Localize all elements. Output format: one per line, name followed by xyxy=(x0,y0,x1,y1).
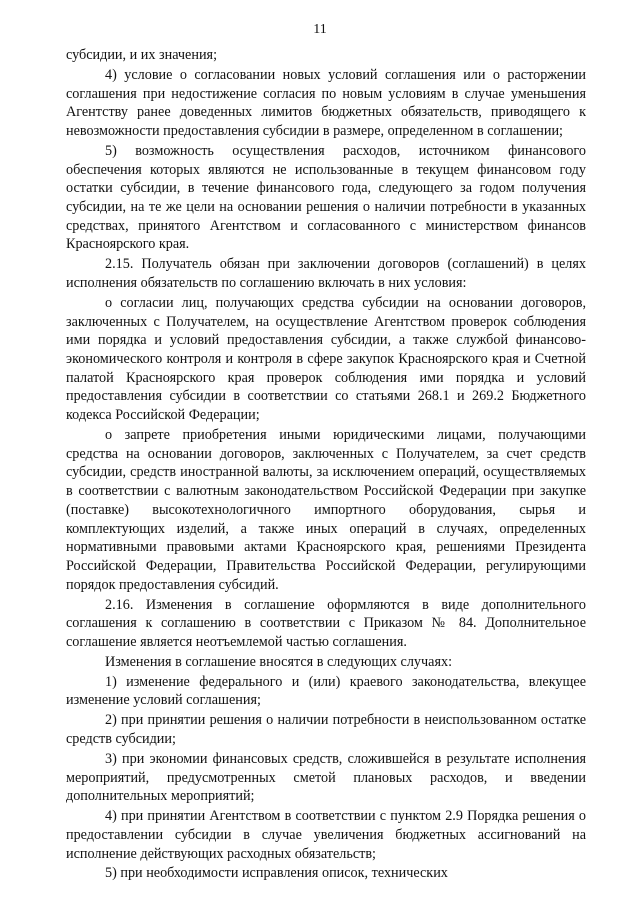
paragraph-2-16: 2.16. Изменения в соглашение оформляются в виде дополнительного соглашения к соглашению в соответствии с Приказом № 84. Дополнительное соглашение является неотъемлемой частью соглашения. xyxy=(66,596,586,650)
paragraph-prohibition-condition: о запрете приобретения иными юридическими лицами, получающими средства на основании договоров, заключенных с Получателем, за счет средств субсидии, средств иностранной валюты, за исключением операций, осуществляемых в соответствии с валютным законодательством Российской Федерации при закупке (поставке) высокотехнологичного импортного оборудования, сырья и комплектующих изделий, а также иных операций в случаях, определенных нормативными правовыми актами Красноярского края, решениями Президента Российской Федерации, Правительства Российской Федерации, регулирующими порядок предоставления субсидий. xyxy=(66,427,586,593)
paragraph-amendment-cases: Изменения в соглашение вносятся в следующих случаях: xyxy=(105,653,453,670)
paragraph-consent-condition: о согласии лиц, получающих средства субсидии на основании договоров, заключенных с Получателем, на осуществление Агентством проверок соблюдения ими порядка и условий предоставления субсидии, а также службой финансово-экономического контроля и контроля в сфере закупок Красноярского края и Счетной палатой Красноярского края проверок соблюдения ими порядка и условий предоставления субсидии в соответствии со статьями 268.1 и 269.2 Бюджетного кодекса Российской Федерации; xyxy=(66,294,586,424)
document-body xyxy=(66,46,586,884)
paragraph-case-5: 5) при необходимости исправления описок, технических xyxy=(105,865,448,882)
paragraph-case-4: 4) при принятии Агентством в соответствии с пунктом 2.9 Порядка решения о предоставлении субсидии в случае увеличения бюджетных ассигнований на исполнение действующих расходных обязательств; xyxy=(66,808,586,862)
paragraph-case-3: 3) при экономии финансовых средств, сложившейся в результате исполнения мероприятий, предусмотренных сметой плановых расходов, и введении дополнительных мероприятий; xyxy=(66,750,586,805)
paragraph-case-1: 1) изменение федерального и (или) краевого законодательства, влекущее изменение условий соглашения; xyxy=(66,673,586,709)
paragraph-continuation: субсидии, и их значения; xyxy=(66,47,218,63)
page-number: 11 xyxy=(313,22,327,37)
paragraph-case-2: 2) при принятии решения о наличии потребности в неиспользованном остатке средств субсидии; xyxy=(66,712,586,747)
paragraph-2-15: 2.15. Получатель обязан при заключении договоров (соглашений) в целях исполнения обязательств по соглашению включать в них условия: xyxy=(66,256,586,291)
paragraph-condition-4: 4) условие о согласовании новых условий соглашения или о расторжении соглашения при недостижение согласия по новым условиям в случае уменьшения Агентству ранее доведенных лимитов бюджетных обязательств, приводящего к невозможности предоставления субсидии в размере, определенном в соглашении; xyxy=(66,66,586,139)
paragraph-condition-5: 5) возможность осуществления расходов, источником финансового обеспечения которых являются не использованные в текущем финансовом году остатки субсидии, в течение финансового года, следующего за годом получения субсидии, на те же цели на основании решения о наличии потребности в указанных средствах, принятого Агентством и согласованного с министерством финансов Красноярского края. xyxy=(66,142,586,253)
